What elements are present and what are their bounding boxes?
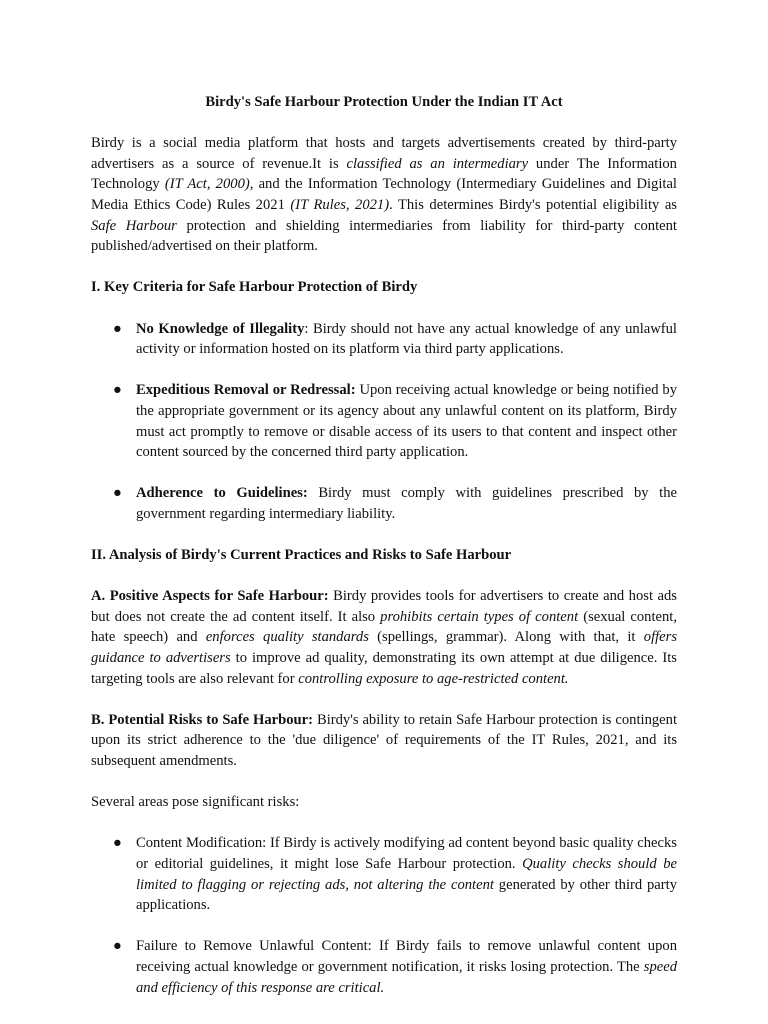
bullet-icon: ● <box>113 938 122 955</box>
risk-text-2: generated by other third party applications. <box>136 876 677 914</box>
risk-text-1: Failure to Remove Unlawful Content: If Birdy fails to remove unlawful content upon receiving actual knowledge or government notification, it risks losing protection. The <box>136 938 677 975</box>
list-item <box>91 936 677 998</box>
bullet-icon: ● <box>113 320 122 337</box>
intro-italic-2: (IT Act, 2000), <box>164 176 254 193</box>
intro-text-2: under The Information Technology <box>91 155 677 193</box>
positive-text-3: (spellings, grammar). Along with that, it <box>368 629 644 646</box>
positive-italic-3: offers guidance to advertisers <box>91 629 678 667</box>
list-item <box>91 319 677 360</box>
list-item <box>91 833 677 915</box>
intro-italic-1: classified as an intermediary <box>346 155 529 172</box>
criteria-label: Expeditious Removal or Redressal: <box>136 382 356 399</box>
risk-text-1: Content Modification: If Birdy is actively modifying ad content beyond basic quality checks or editorial guidelines, it might lose Safe Harbour protection. <box>136 835 677 872</box>
positive-aspects-label: A. Positive Aspects for Safe Harbour: <box>91 588 329 605</box>
criteria-text: Upon receiving actual knowledge or being notified by the appropriate government or its agency about any unlawful content on its platform, Birdy must act promptly to remove or disable access of its users to that content and inspect other content sourced by the concerned third party application. <box>136 382 677 461</box>
potential-risks-paragraph <box>91 710 677 772</box>
potential-risks-label: B. Potential Risks to Safe Harbour: <box>91 711 314 728</box>
criteria-label: No Knowledge of Illegality <box>136 320 305 337</box>
positive-italic-4: controlling exposure to age-restricted content. <box>298 670 569 687</box>
positive-text-4: to improve ad quality, demonstrating its own attempt at due diligence. Its targeting tools are also relevant for <box>91 650 677 687</box>
criteria-text: Birdy must comply with guidelines prescribed by the government regarding intermediary liability. <box>136 485 677 522</box>
list-item <box>91 483 677 524</box>
intro-text-3: and the Information Technology (Intermediary Guidelines and Digital Media Ethics Code) Rules 2021 <box>91 176 677 213</box>
potential-risks-text: Birdy's ability to retain Safe Harbour protection is contingent upon its strict adherence to the 'due diligence' of requirements of the IT Rules, 2021, and its subsequent amendments. <box>91 711 677 769</box>
intro-paragraph <box>91 133 677 257</box>
criteria-list <box>91 319 677 525</box>
positive-aspects-paragraph <box>91 586 677 689</box>
section-2-heading: II. Analysis of Birdy's Current Practices and Risks to Safe Harbour <box>91 547 512 564</box>
intro-text-4: . This determines Birdy's potential eligibility as <box>389 196 677 213</box>
list-item <box>91 380 677 462</box>
criteria-text: : Birdy should not have any actual knowledge of any unlawful activity or information hosted on its platform via third party applications. <box>136 320 677 358</box>
risks-intro: Several areas pose significant risks: <box>91 794 300 811</box>
positive-text-2: (sexual content, hate speech) and <box>91 608 677 646</box>
bullet-icon: ● <box>113 485 122 502</box>
risk-italic: speed and efficiency of this response are critical. <box>136 958 677 996</box>
risk-italic: Quality checks should be limited to flagging or rejecting ads, not altering the content <box>136 855 677 893</box>
intro-italic-4: Safe Harbour <box>91 217 177 234</box>
intro-text-1: Birdy is a social media platform that hosts and targets advertisements created by third-party advertisers as a source of revenue.It is <box>91 135 677 172</box>
positive-italic-2: enforces quality standards <box>205 629 369 646</box>
bullet-icon: ● <box>113 382 122 399</box>
bullet-icon: ● <box>113 835 122 852</box>
section-1-heading: I. Key Criteria for Safe Harbour Protection of Birdy <box>91 279 418 296</box>
positive-text-1: Birdy provides tools for advertisers to create and host ads but does not create the ad content itself. It also <box>91 588 677 625</box>
document-title: Birdy's Safe Harbour Protection Under the Indian IT Act <box>205 94 563 110</box>
criteria-label: Adherence to Guidelines: <box>136 485 308 502</box>
intro-text-5: protection and shielding intermediaries from liability for third-party content published/advertised on their platform. <box>91 217 677 255</box>
positive-italic-1: prohibits certain types of content <box>380 608 579 625</box>
risks-list <box>91 833 677 998</box>
intro-italic-3: (IT Rules, 2021) <box>290 196 390 213</box>
